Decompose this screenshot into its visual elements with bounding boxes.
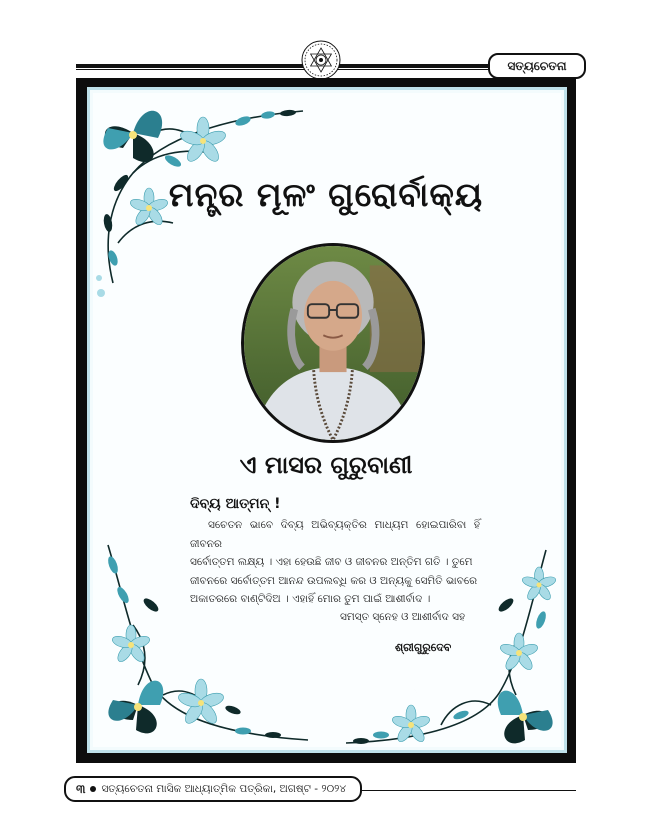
message-line: ସଚେତନ ଭାବେ ଦିବ୍ୟ ଅଭିବ୍ୟକ୍ତିର ମାଧ୍ୟମ ହୋଇପାରିବା ହିଁ ଜୀବନର <box>190 519 480 550</box>
guru-portrait-photo <box>241 243 425 443</box>
message-line: ଅକାତରରେ ବାଣ୍ଟିଦିଅ । ଏହାହିଁ ମୋର ତୁମ ପାଇଁ ଆଶୀର୍ବାଦ । <box>190 593 431 605</box>
message-line: ଜୀବନରେ ସର୍ବୋତ୍ତମ ଆନନ୍ଦ ଉପଲବ୍ଧି କର ଓ ଅନ୍ୟକୁ ସେମିତି ଭାବରେ <box>190 574 478 587</box>
message-body <box>190 516 480 609</box>
message-greeting: ଦିବ୍ୟ ଆତ୍ମନ୍ ! <box>190 496 281 512</box>
magazine-name: ସତ୍ୟଚେତନା <box>507 58 567 73</box>
page-title: ମନ୍ତ୍ର ମୂଳଂ ଗୁରୋର୍ବାକ୍ୟ <box>168 175 484 214</box>
message-closing: ସମସ୍ତ ସ୍ନେହ ଓ ଆଶୀର୍ବାଦ ସହ <box>340 611 466 623</box>
section-subtitle: ଏ ମାସର ଗୁରୁବାଣୀ <box>239 450 413 479</box>
message-line: ସର୍ବୋତ୍ତମ ଲକ୍ଷ୍ୟ । ଏହା ହେଉଛି ଜୀବ ଓ ଜୀବନର ଅନ୍ତିମ ଗତି । ତୁମେ <box>190 556 473 568</box>
bullet-dot-icon <box>90 786 96 792</box>
star-of-david-emblem-icon <box>301 40 341 80</box>
magazine-name-badge <box>488 53 586 79</box>
page-number: ୩ <box>76 781 86 796</box>
footer-text: ସତ୍ୟଚେତନା ମାସିକ ଆଧ୍ୟାତ୍ମିକ ପତ୍ରିକା, ଅଗଷ୍ଟ - ୨୦୨୪ <box>101 782 347 795</box>
footer-badge <box>64 776 362 802</box>
message-signature: ଶ୍ରୀଗୁରୁଦେବ <box>395 641 452 654</box>
